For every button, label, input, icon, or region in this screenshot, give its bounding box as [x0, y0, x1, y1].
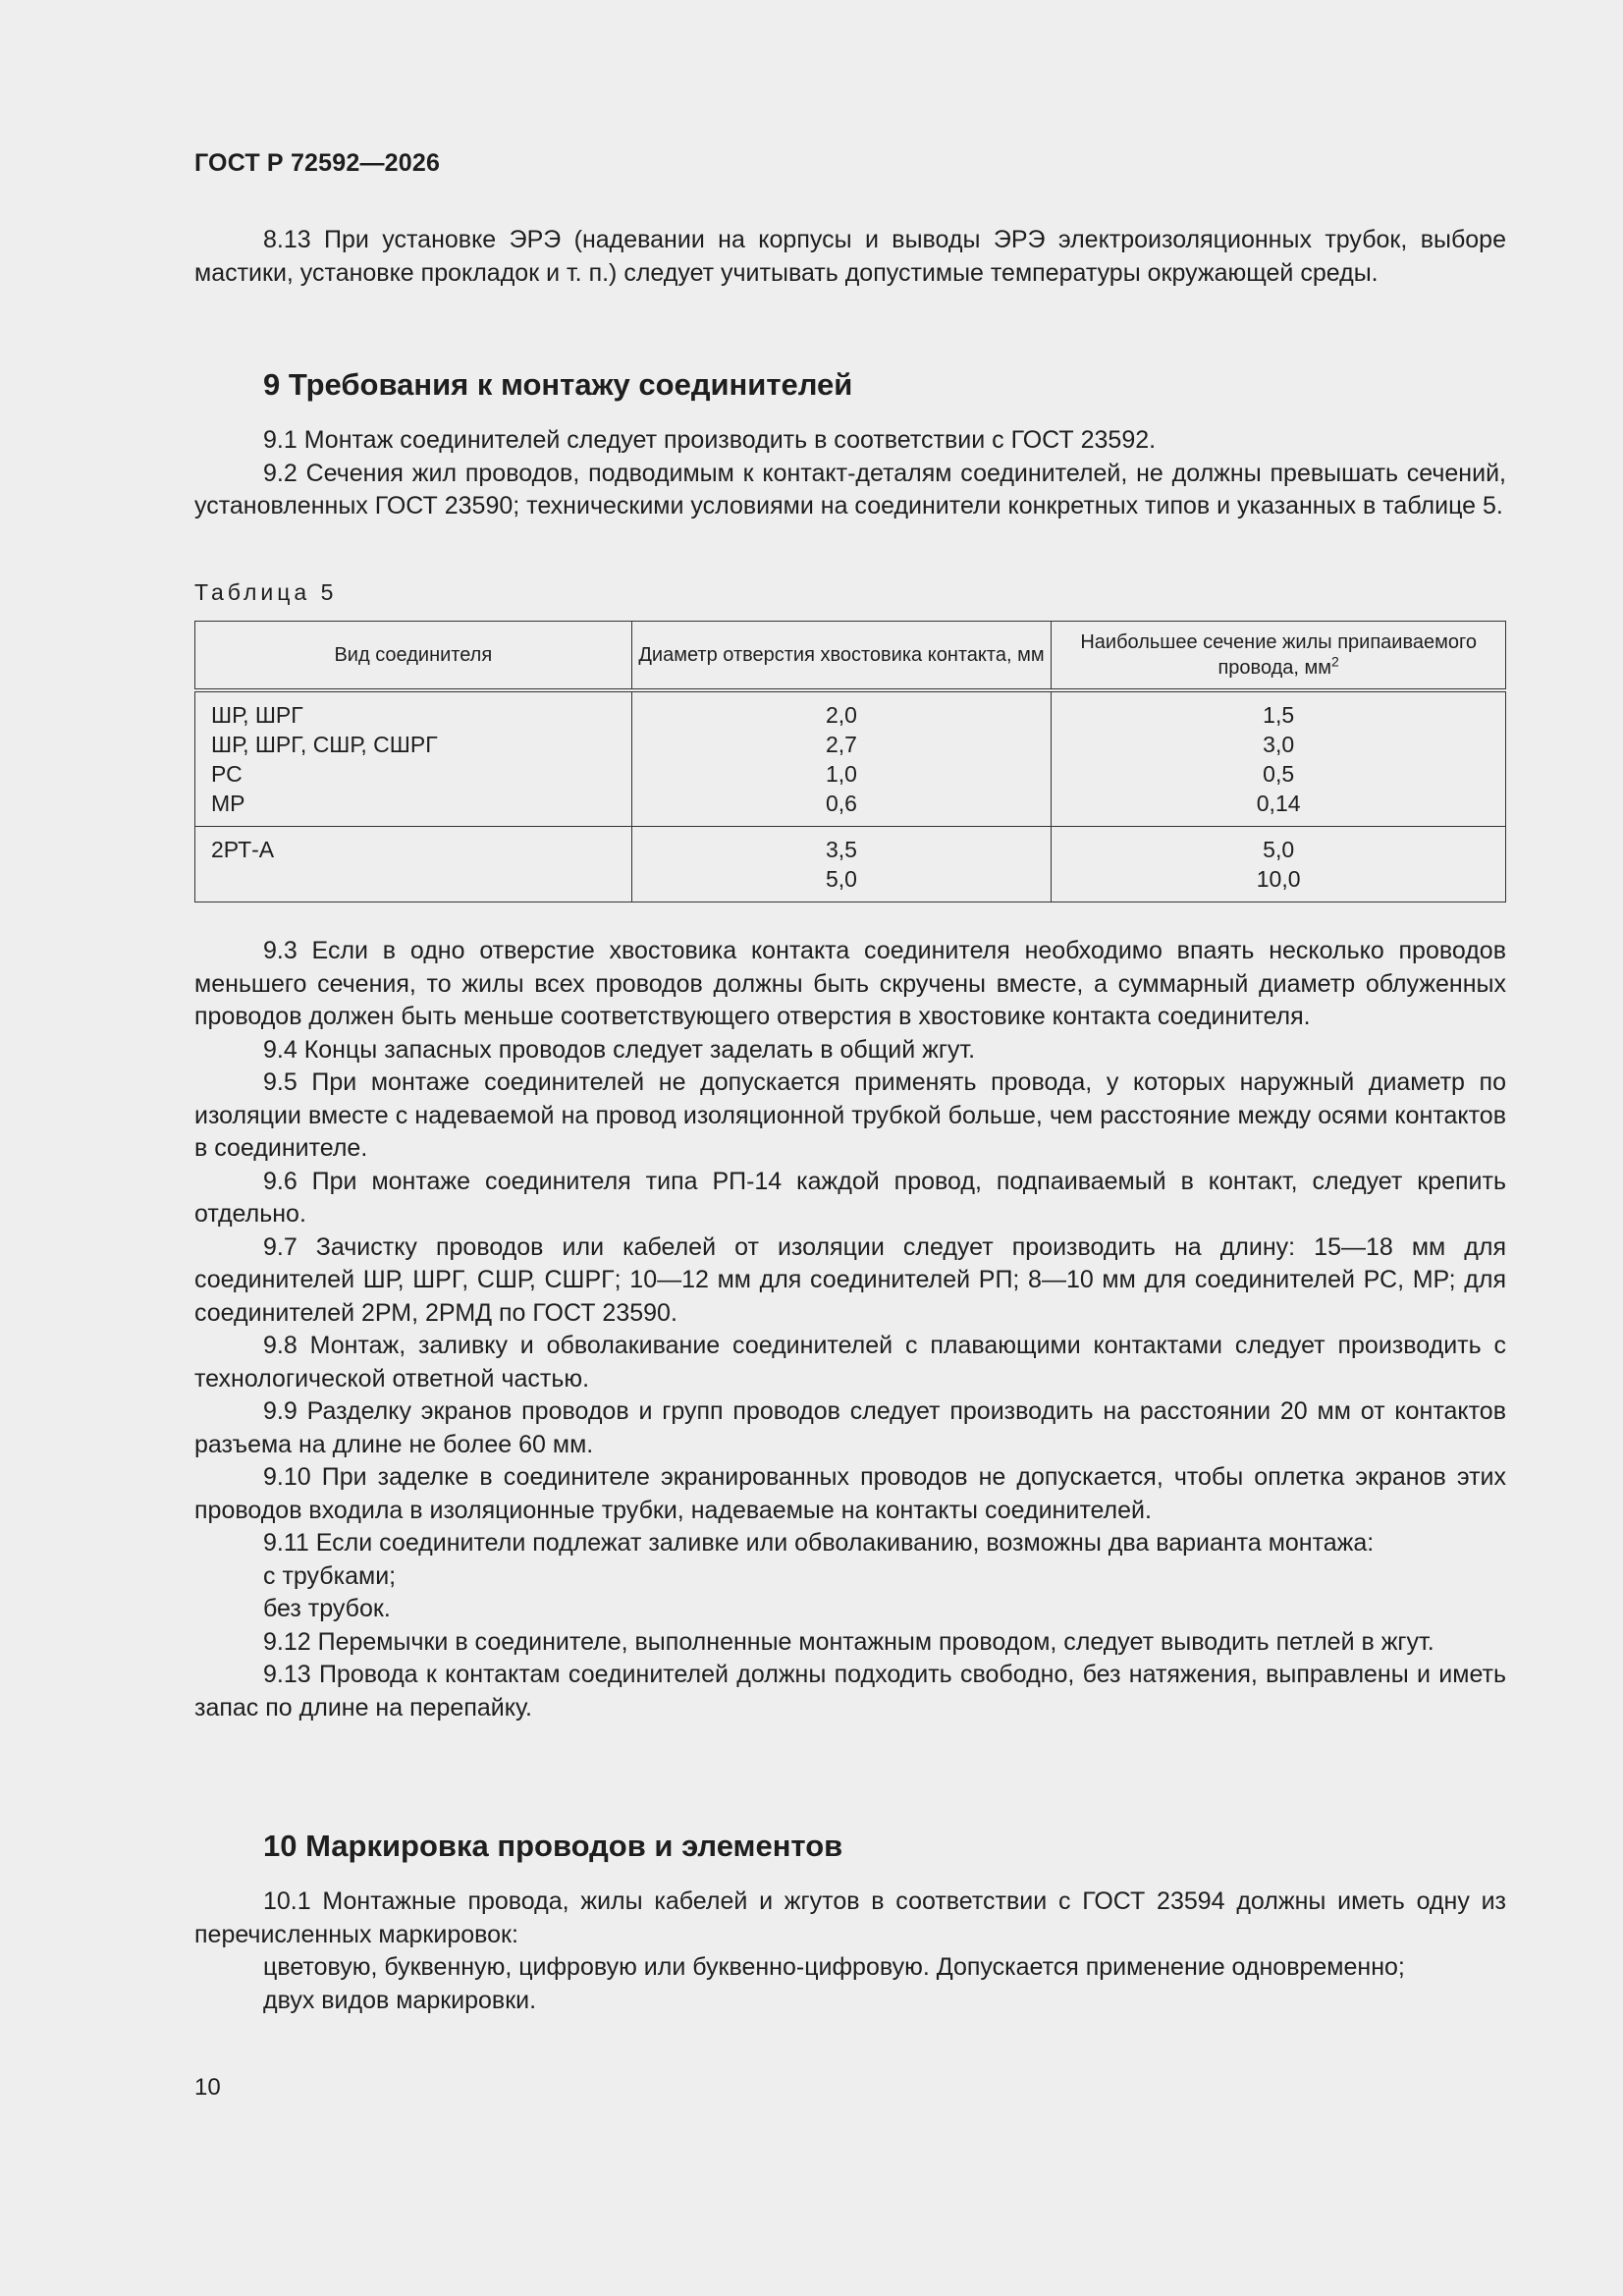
table-cell-max-section: 5,0 10,0 — [1052, 827, 1506, 902]
table-cell-hole-diameter: 2,0 2,7 1,0 0,6 — [631, 690, 1052, 827]
table-cell-connector-type: ШР, ШРГ ШР, ШРГ, СШР, СШРГ РС МР — [195, 690, 632, 827]
table-header-row — [195, 622, 1506, 691]
column-header-max-section: Наибольшее сечение жилы припаиваемого провода, $мм^2$ — [1052, 622, 1506, 691]
table-row — [195, 690, 1506, 827]
table-cell-connector-type: 2РТ-А — [195, 827, 632, 902]
table-cell-hole-diameter: 3,5 5,0 — [631, 827, 1052, 902]
list-item: с трубками; — [263, 1561, 397, 1590]
table-caption: Таблица 5 — [194, 579, 338, 605]
paragraph-9-7: 9.7 Зачистку проводов или кабелей от изоляции следует производить на длину: 15—18 мм для соединителей ШР, ШРГ, СШР, СШРГ; 10—12 мм для соединителей РП; 8—10 мм для соединителей РС, МР; для соединителей 2РМ, 2РМД по ГОСТ 23590. — [194, 1232, 1506, 1327]
table-cell-max-section: 1,5 3,0 0,5 0,14 — [1052, 690, 1506, 827]
section-9-title: 9 Требования к монтажу соединителей — [263, 367, 853, 402]
document-header: ГОСТ Р 72592—2026 — [194, 149, 441, 177]
paragraph-9-12: 9.12 Перемычки в соединителе, выполненные монтажным проводом, следует выводить петлей в жгут. — [263, 1627, 1434, 1656]
paragraph-9-5: 9.5 При монтаже соединителей не допускается применять провода, у которых наружный диаметр по изоляции вместе с надеваемой на провод изоляционной трубкой больше, чем расстояние между осями контактов в соединителе. — [194, 1068, 1506, 1162]
superscript: 2 — [1331, 653, 1339, 670]
paragraph-9-9: 9.9 Разделку экранов проводов и групп проводов следует производить на расстоянии 20 мм от контактов разъема на длине не более 60 мм. — [194, 1397, 1506, 1458]
paragraph-9-10: 9.10 При заделке в соединителе экранированных проводов не допускается, чтобы оплетка экранов этих проводов входила в изоляционные трубки, надеваемые на контакты соединителей. — [194, 1463, 1506, 1524]
table-5 — [194, 621, 1506, 902]
paragraph-9-3: 9.3 Если в одно отверстие хвостовика контакта соединителя необходимо впаять несколько проводов меньшего сечения, то жилы всех проводов должны быть скручены вместе, а суммарный диаметр облуженных проводов должен быть меньше соответствующего отверстия в хвостовике контакта соединителя. — [194, 937, 1506, 1030]
column-header-hole-diameter: Диаметр отверстия хвостовика контакта, мм — [631, 622, 1052, 691]
column-header-connector-type: Вид соединителя — [195, 622, 632, 691]
paragraph-9-6: 9.6 При монтаже соединителя типа РП-14 каждой провод, подпаиваемый в контакт, следует крепить отдельно. — [194, 1167, 1506, 1228]
paragraph-9-4: 9.4 Концы запасных проводов следует заделать в общий жгут. — [263, 1035, 976, 1064]
section-10-body — [194, 1886, 1506, 2017]
paragraph-9-11: 9.11 Если соединители подлежат заливке или обволакиванию, возможны два варианта монтажа: — [263, 1529, 1375, 1557]
paragraph-10-1: 10.1 Монтажные провода, жилы кабелей и жгутов в соответствии с ГОСТ 23594 должны иметь одну из перечисленных маркировок: — [194, 1887, 1506, 1948]
section-10-title: 10 Маркировка проводов и элементов — [263, 1829, 843, 1863]
paragraph-9-2: 9.2 Сечения жил проводов, подводимым к контакт-деталям соединителей, не должны превышать сечений, установленных ГОСТ 23590; техническими условиями на соединители конкретных типов и указанных в таблице 5. — [194, 459, 1506, 519]
paragraph-9-8: 9.8 Монтаж, заливку и обволакивание соединителей с плавающими контактами следует производить с технологической ответной частью. — [194, 1332, 1506, 1393]
paragraph-8-13 — [194, 224, 1506, 290]
paragraph-9-1: 9.1 Монтаж соединителей следует производить в соответствии с ГОСТ 23592. — [263, 426, 1157, 454]
paragraph-10-1-a: цветовую, буквенную, цифровую или буквенно-цифровую. Допускается применение одновременно; — [263, 1953, 1405, 1981]
list-item: двух видов маркировки. — [263, 1986, 537, 2014]
section-9-intro — [194, 424, 1506, 523]
paragraph-9-13: 9.13 Провода к контактам соединителей должны подходить свободно, без натяжения, выправлены и иметь запас по длине на перепайку. — [194, 1661, 1506, 1722]
table-row — [195, 827, 1506, 902]
section-9-body — [194, 935, 1506, 1724]
page-number: 10 — [194, 2074, 221, 2101]
document-page — [194, 0, 1506, 2296]
list-item: без трубок. — [263, 1595, 391, 1622]
paragraph-text: 8.13 При установке ЭРЭ (надевании на корпусы и выводы ЭРЭ электроизоляционных трубок, выборе мастики, установке прокладок и т. п.) следует учитывать допустимые температуры окружающей среды. — [194, 226, 1506, 287]
